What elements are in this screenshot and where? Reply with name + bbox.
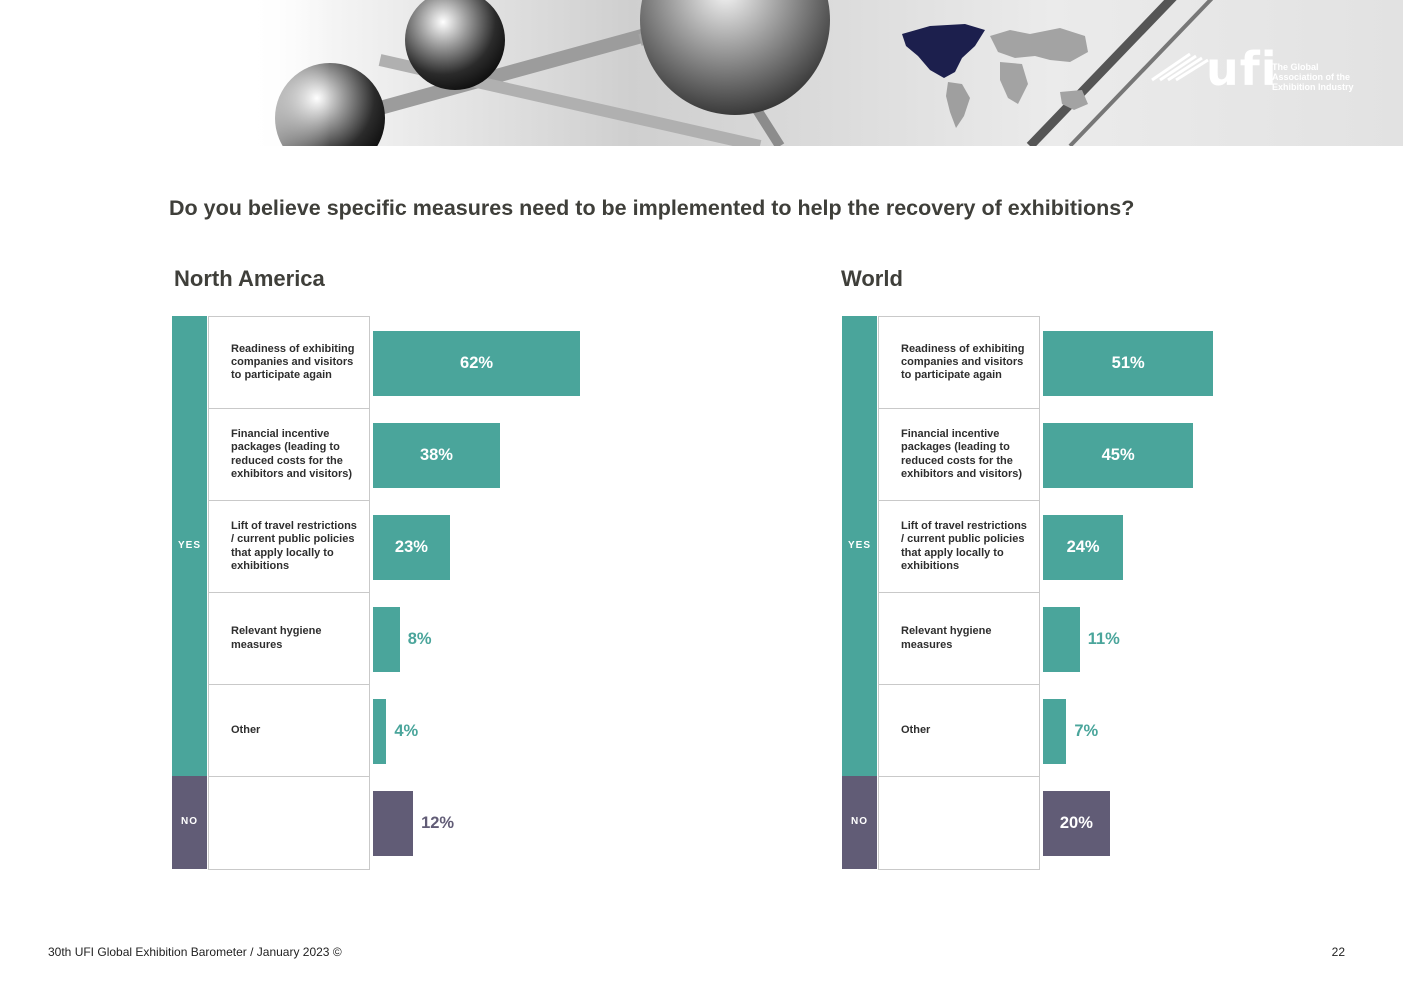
ufi-tagline-line: The Global	[1272, 62, 1319, 72]
ufi-logo-tagline	[1272, 62, 1372, 92]
bar-value-label: 24%	[1066, 537, 1100, 556]
category-cell	[208, 592, 370, 686]
bar-value-label: 12%	[421, 813, 455, 832]
page-number: 22	[1331, 945, 1345, 959]
category-cell	[878, 500, 1040, 594]
category-cell	[878, 776, 1040, 870]
category-label: Relevant hygiene measures	[901, 625, 992, 651]
ufi-logo	[1150, 42, 1370, 100]
category-label: Readiness of exhibiting companies and visitors to participate again	[901, 342, 1025, 382]
category-label: Financial incentive packages (leading to reduced costs for the exhibitors and visitors)	[231, 427, 353, 481]
bar-value-label: 45%	[1101, 445, 1135, 464]
group-label-yes: YES	[847, 540, 871, 551]
category-cell	[208, 316, 370, 410]
category-label: Financial incentive packages (leading to reduced costs for the exhibitors and visitors)	[901, 427, 1023, 481]
category-cell	[208, 408, 370, 502]
category-label: Lift of travel restrictions / current public policies that apply locally to exhibitions	[901, 519, 1027, 573]
bar	[1043, 699, 1066, 764]
chart-north-america	[172, 316, 732, 872]
group-label-no: NO	[181, 816, 198, 827]
chart-world	[842, 316, 1402, 872]
panel-title-north-america: North America	[174, 266, 325, 291]
category-cell	[878, 316, 1040, 410]
banner-fade	[0, 0, 330, 146]
bar-value-label: 62%	[460, 353, 494, 372]
header-banner	[0, 0, 1403, 146]
category-label: Readiness of exhibiting companies and visitors to participate again	[231, 342, 355, 382]
question-title: Do you believe specific measures need to be implemented to help the recovery of exhibitions?	[169, 196, 1135, 220]
bar-value-label: 11%	[1087, 629, 1120, 648]
bar-value-label: 38%	[419, 445, 453, 464]
category-label: Lift of travel restrictions / current public policies that apply locally to exhibitions	[231, 519, 357, 573]
category-cell	[878, 408, 1040, 502]
bar-value-label: 20%	[1059, 813, 1093, 832]
group-label-yes: YES	[177, 540, 201, 551]
category-cell	[208, 776, 370, 870]
bar-value-label: 4%	[394, 721, 419, 740]
ufi-tagline-line: Association of the	[1272, 72, 1351, 82]
bar-value-label: 7%	[1074, 721, 1099, 740]
category-label: Relevant hygiene measures	[231, 625, 322, 651]
bar	[373, 791, 413, 856]
panel-title-world: World	[841, 266, 903, 291]
category-cell	[208, 500, 370, 594]
category-cell	[878, 684, 1040, 778]
bar-value-label: 8%	[407, 629, 432, 648]
north-america-shape	[902, 24, 985, 78]
ufi-tagline-line: Exhibition Industry	[1272, 82, 1354, 92]
group-label-no: NO	[851, 816, 868, 827]
ufi-logo-lines-icon	[1150, 50, 1210, 84]
bar	[373, 699, 386, 764]
bar-value-label: 23%	[394, 537, 428, 556]
footer-source: 30th UFI Global Exhibition Barometer / January 2023 ©	[48, 945, 342, 959]
bar	[373, 607, 400, 672]
category-label: Other	[231, 724, 261, 737]
category-cell	[208, 684, 370, 778]
category-cell	[878, 592, 1040, 686]
category-label: Other	[901, 724, 931, 737]
bar-value-label: 51%	[1111, 353, 1145, 372]
ufi-logo-word: ufi	[1206, 42, 1278, 96]
bar	[1043, 607, 1080, 672]
